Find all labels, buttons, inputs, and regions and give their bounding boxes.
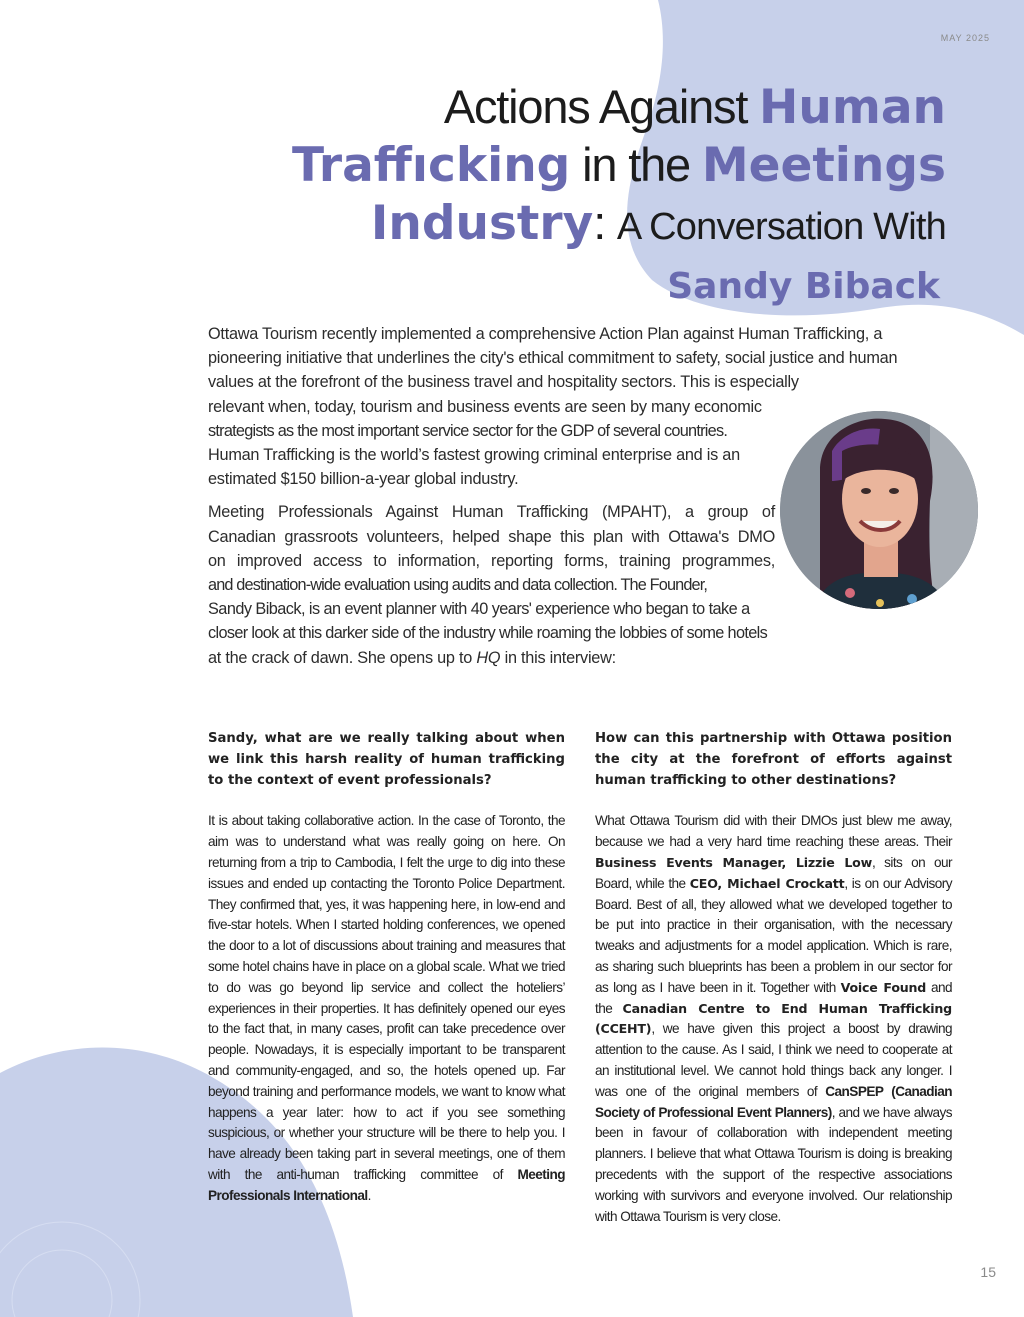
article-title [150, 78, 946, 318]
answer-run: , sits on our Board, while the [595, 854, 952, 891]
question-heading: Sandy, what are we really talking about when we link this harsh reality of human trafficking to the context of event professionals? [208, 731, 565, 788]
title-part: Actions Against [443, 80, 760, 133]
intro-line: values at the forefront of the business travel and hospitality sectors. This is especially [208, 373, 799, 392]
title-highlight: Industry [370, 196, 594, 251]
issue-date: MAY 2025 [940, 33, 990, 43]
organization-name: Voice Found [840, 979, 927, 995]
answer-text [208, 811, 565, 1206]
intro-line: on improved access to information, reporting forms, training programmes, [208, 551, 775, 570]
title-part: : [593, 196, 617, 249]
answer-run: and the [595, 979, 952, 1016]
title-part: in the [570, 138, 702, 191]
intro-line: Sandy Biback, is an event planner with 40 years' experience who began to take a [208, 600, 750, 619]
title-highlight: Traffıcking [292, 138, 571, 193]
intro-text-run: in this interview: [500, 648, 616, 667]
portrait-illustration [780, 411, 978, 609]
left-column [208, 729, 565, 1207]
answer-run: , and we have always been in favour of collaboration with independent meeting planners. I believe that what Ottawa Tourism is doing is breaking precedents with the support of the respective associations working with survivors and everyone involved. Our relationship with Ottawa Tourism is very close. [595, 1104, 952, 1224]
person-name: CEO, Michael Crockatt [689, 875, 845, 891]
intro-line: Human Trafficking is the world’s fastest growing criminal enterprise and is an [208, 446, 740, 465]
person-name: Business Events Manager, Lizzie Low [595, 854, 873, 870]
title-highlight: Human [759, 80, 946, 135]
organization-name: Meeting Professionals International [208, 1166, 565, 1203]
organization-name: CanSPEP (Canadian Society of Professional Event Planners) [595, 1083, 953, 1120]
intro-line: estimated $150 billion-a-year global industry. [208, 470, 519, 489]
intro-line: Meeting Professionals Against Human Trafficking (MPAHT), a group of [208, 503, 775, 522]
question-heading: How can this partnership with Ottawa position the city at the forefront of efforts against human trafficking to other destinations? [595, 731, 952, 788]
answer-run: , we have given this project a boost by drawing attention to the cause. As I said, I think we need to cooperate at an institutional level. We cannot hold things back any longer. I was one of the original members of [595, 1021, 952, 1099]
title-part: A Conversation With [616, 206, 946, 248]
intro-line: Ottawa Tourism recently implemented a comprehensive Action Plan against Human Trafficking, a [208, 325, 883, 343]
title-highlight: Meetings [701, 138, 946, 193]
intro-paragraph-2 [208, 500, 775, 669]
intro-line: and destination-wide evaluation using audits and data collection. The Founder, [208, 576, 708, 595]
answer-run: It is about taking collaborative action. In the case of Toronto, the aim was to understand what was really going on here. On returning from a trip to Cambodia, I felt the urge to dig into these issues and ended up contacting the Toronto Police Department. They confirmed that, yes, it was happening here, in low-end and five-star hotels. When I started holding conferences, we opened the door to a lot of discussions about training and measures that some hotel chains have in place on a global scale. What we tried to do was go beyond lip service and collect the hoteliers’ experiences in their properties. It has definitely opened our eyes to the fact that, in many cases, profit can take precedence over people. Nowadays, it is especially important to be transparent and community-engaged, and so, the hotels opened up. Far beyond training and performance models, we want to know what happens a year later: how to act if you see something suspicious, or whether your structure will be there to help you. I have already been taking part in several meetings, one of them with the anti-human trafficking committee of [208, 813, 565, 1182]
intro-text-run: at the crack of dawn. She opens up to [208, 648, 477, 667]
intro-line: pioneering initiative that underlines the city's ethical commitment to safety, social justice and human [208, 349, 898, 368]
answer-run: , is on our Advisory Board. Best of all, they allowed what we developed together to be put into practice in their organisation, with the necessary tweaks and adjustments for a model application. Which is rare, as sharing such blueprints has been a problem in our sector for as long as I have been in it. Together with [595, 875, 953, 995]
portrait-photo [780, 411, 978, 609]
organization-name: Canadian Centre to End Human Trafficking (CCEHT) [595, 1000, 952, 1037]
answer-run: . [367, 1187, 371, 1203]
intro-line: relevant when, today, tourism and business events are seen by many economic [208, 397, 762, 416]
interview-subject: Sandy Biback [667, 266, 940, 307]
intro-line: closer look at this darker side of the industry while roaming the lobbies of some hotels [208, 624, 768, 643]
intro-line: strategists as the most important service sector for the GDP of several countries. [208, 421, 728, 440]
right-column [595, 729, 952, 1227]
magazine-name: HQ [476, 648, 501, 667]
answer-run: What Ottawa Tourism did with their DMOs just blew me away, because we had a very hard time reaching these areas. Their [595, 813, 952, 850]
page-number: 15 [980, 1264, 996, 1280]
intro-line: Canadian grassroots volunteers, helped shape this plan with Ottawa's DMO [208, 527, 775, 546]
intro-line [208, 646, 775, 670]
answer-text [595, 811, 952, 1227]
